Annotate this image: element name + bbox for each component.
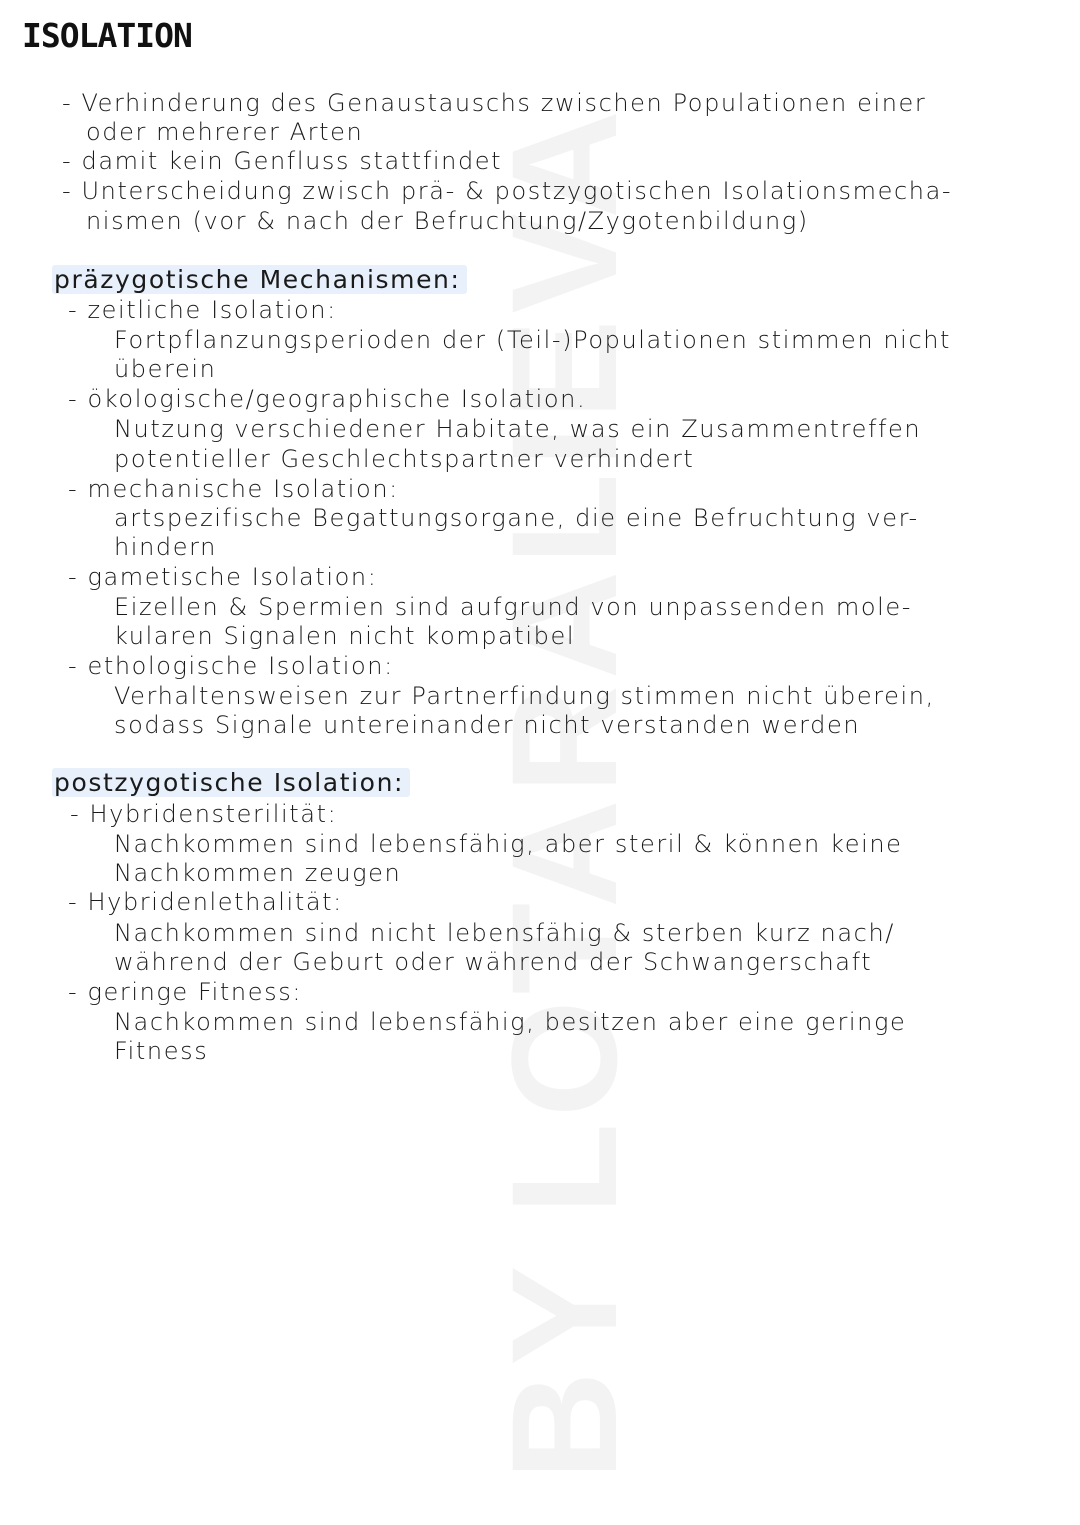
mechanism-title: - Hybridenlethalität: bbox=[68, 888, 343, 916]
mechanism-desc: Nutzung verschiedener Habitate, was ein Zusammentreffen bbox=[114, 415, 922, 443]
mechanism-desc: artspezifische Begattungsorgane, die eine Befruchtung ver- bbox=[114, 504, 919, 532]
intro-line: nismen (vor & nach der Befruchtung/Zygotenbildung) bbox=[86, 207, 809, 235]
mechanism-title: - gametische Isolation: bbox=[68, 563, 378, 591]
watermark: BY LOTARALIEVA bbox=[480, 104, 648, 1480]
mechanism-desc: während der Geburt oder während der Schwangerschaft bbox=[114, 948, 873, 976]
mechanism-title: - mechanische Isolation: bbox=[68, 475, 399, 503]
page-title: ISOLATION bbox=[22, 16, 192, 55]
mechanism-desc: Nachkommen sind nicht lebensfähig & sterben kurz nach/ bbox=[114, 919, 895, 947]
section-heading-praezygotisch: präzygotische Mechanismen: bbox=[52, 265, 467, 295]
intro-line: - Unterscheidung zwisch prä- & postzygotischen Isolationsmecha- bbox=[62, 177, 953, 205]
mechanism-title: - ethologische Isolation: bbox=[68, 652, 394, 680]
mechanism-desc: Nachkommen sind lebensfähig, besitzen aber eine geringe bbox=[114, 1008, 907, 1036]
mechanism-desc: Fortpflanzungsperioden der (Teil-)Populationen stimmen nicht bbox=[114, 326, 952, 354]
intro-line: - damit kein Genfluss stattfindet bbox=[62, 147, 503, 175]
mechanism-desc: hindern bbox=[114, 533, 217, 561]
mechanism-title: - Hybridensterilität: bbox=[70, 800, 338, 828]
mechanism-desc: Nachkommen zeugen bbox=[114, 859, 402, 887]
mechanism-title: - ökologische/geographische Isolation. bbox=[68, 385, 587, 413]
mechanism-title: - zeitliche Isolation: bbox=[68, 296, 337, 324]
mechanism-desc: Nachkommen sind lebensfähig, aber steril & können keine bbox=[114, 830, 903, 858]
mechanism-desc: potentieller Geschlechtspartner verhindert bbox=[114, 445, 695, 473]
mechanism-desc: überein bbox=[114, 355, 217, 383]
mechanism-desc: sodass Signale untereinander nicht verstanden werden bbox=[114, 711, 861, 739]
mechanism-desc: kularen Signalen nicht kompatibel bbox=[114, 622, 576, 650]
intro-line: oder mehrerer Arten bbox=[86, 118, 364, 146]
intro-line: - Verhinderung des Genaustauschs zwischen Populationen einer bbox=[62, 89, 927, 117]
mechanism-title: - geringe Fitness: bbox=[68, 978, 303, 1006]
mechanism-desc: Fitness bbox=[114, 1037, 209, 1065]
section-heading-postzygotisch: postzygotische Isolation: bbox=[52, 768, 410, 798]
mechanism-desc: Verhaltensweisen zur Partnerfindung stimmen nicht überein, bbox=[114, 682, 935, 710]
mechanism-desc: Eizellen & Spermien sind aufgrund von unpassenden mole- bbox=[114, 593, 913, 621]
